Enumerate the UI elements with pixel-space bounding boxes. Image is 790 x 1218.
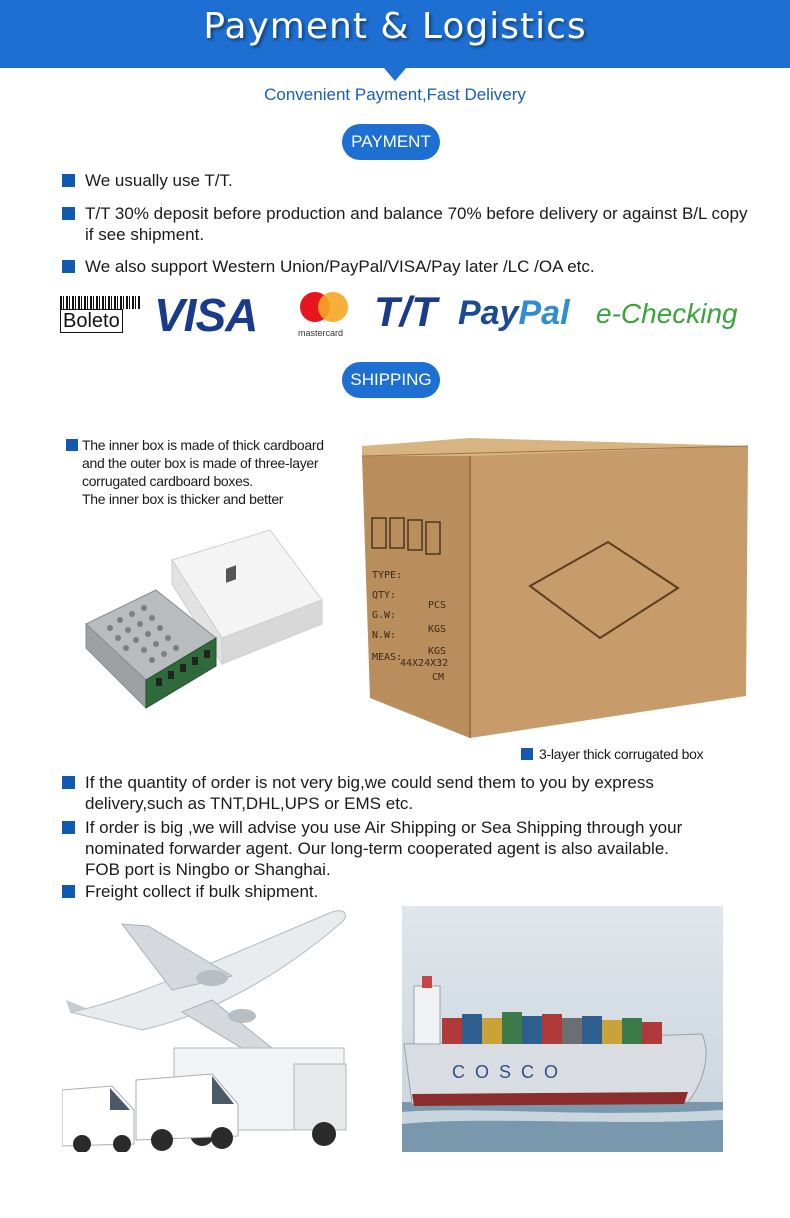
shipping-item-1: If the quantity of order is not very big,we could send them to you by express delivery,such as TNT,DHL,UPS or EMS etc. <box>62 772 752 814</box>
carton-cm-label: CM <box>432 672 445 683</box>
carton-qty-label: QTY: <box>372 590 397 601</box>
boleto-logo: Boleto <box>60 296 142 334</box>
payment-logos <box>60 286 740 346</box>
corrugated-carton-image <box>360 438 750 744</box>
bullet-square-icon <box>62 174 75 187</box>
outer-box-caption: 3-layer thick corrugated box <box>521 746 703 762</box>
payment-item-2: T/T 30% deposit before production and balance 70% before delivery or against B/L copy if see shipment. <box>62 203 752 245</box>
carton-meas-label: MEAS: <box>372 652 403 663</box>
echecking-logo: e-Checking <box>596 298 738 329</box>
van-icon-2 <box>62 1086 134 1152</box>
bullet-square-icon <box>521 748 533 760</box>
carton-meas-value: 44X24X32 <box>400 658 449 669</box>
bullet-square-icon <box>62 776 75 789</box>
bullet-square-icon <box>62 885 75 898</box>
payment-section-label: PAYMENT <box>342 124 440 160</box>
airplane-icon <box>66 911 346 1064</box>
air-truck-shipping-image <box>62 904 356 1152</box>
mastercard-logo: mastercard <box>298 292 360 340</box>
header-bar <box>0 0 790 68</box>
carton-kgs-label-2: KGS <box>428 646 447 657</box>
payment-item-1: We usually use T/T. <box>62 170 752 191</box>
paypal-logo: PayPal <box>458 294 570 332</box>
bullet-square-icon <box>66 439 78 451</box>
carton-type-label: TYPE: <box>372 570 403 581</box>
carton-nw-label: N.W: <box>372 630 397 641</box>
shipping-section-label: SHIPPING <box>342 362 440 398</box>
sea-shipping-image <box>402 906 723 1152</box>
shipping-item-2: If order is big ,we will advise you use Air Shipping or Sea Shipping through your nominated forwarder agent. Our long-term cooperated agent is also available. FOB port is Ningbo or Shanghai. <box>62 817 752 880</box>
bullet-square-icon <box>62 260 75 273</box>
page-title: Payment & Logistics <box>203 6 587 47</box>
page-subtitle: Convenient Payment,Fast Delivery <box>264 85 526 104</box>
tt-logo: T/T <box>374 288 437 335</box>
mastercard-orange-circle <box>318 292 348 322</box>
barcode-icon <box>60 296 140 309</box>
payment-item-3: We also support Western Union/PayPal/VISA/Pay later /LC /OA etc. <box>62 256 752 277</box>
power-supply-inner-box-image <box>80 528 330 718</box>
ship-hull-text: COSCO <box>452 1062 569 1082</box>
bullet-square-icon <box>62 821 75 834</box>
carton-gw-label: G.W: <box>372 610 397 621</box>
shipping-item-3: Freight collect if bulk shipment. <box>62 881 752 902</box>
visa-logo: VISA <box>154 289 258 341</box>
inner-box-note: The inner box is made of thick cardboard and the outer box is made of three-layer corrugated cardboard boxes. The inner box is thicker and better <box>66 436 356 508</box>
carton-kgs-label: KGS <box>428 624 447 635</box>
bullet-square-icon <box>62 207 75 220</box>
header-arrow <box>384 68 406 81</box>
carton-pcs-label: PCS <box>428 600 447 611</box>
